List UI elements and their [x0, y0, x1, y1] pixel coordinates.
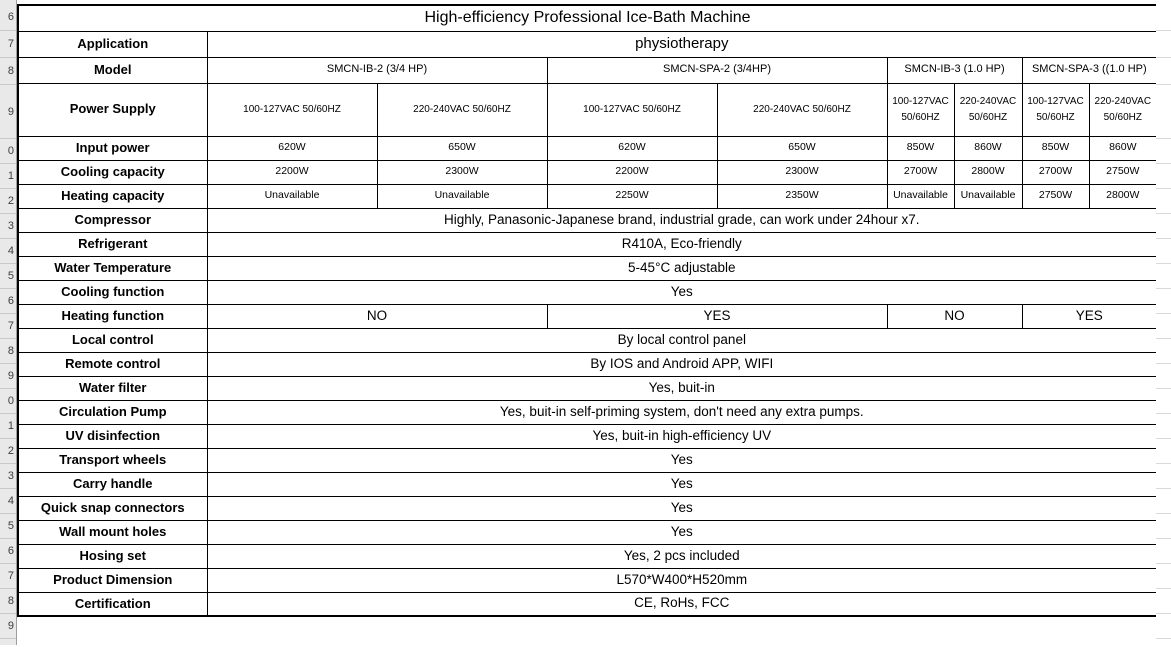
row-number[interactable]: 4: [0, 239, 16, 264]
spec-label[interactable]: Compressor: [18, 208, 207, 232]
row-compressor: [18, 208, 1157, 232]
spec-value[interactable]: SMCN-SPA-3 ((1.0 HP): [1022, 57, 1157, 83]
row-circulation-pump: [18, 400, 1157, 424]
spec-value[interactable]: Unavailable: [954, 184, 1022, 208]
row-number[interactable]: 9: [0, 614, 16, 639]
spec-value[interactable]: 5-45°C adjustable: [207, 256, 1157, 280]
row-number[interactable]: 1: [0, 164, 16, 189]
row-number[interactable]: 0: [0, 139, 16, 164]
row-number[interactable]: 8: [0, 339, 16, 364]
spec-value[interactable]: 2250W: [547, 184, 717, 208]
row-heating-capacity: [18, 184, 1157, 208]
spec-value[interactable]: 850W: [887, 136, 954, 160]
row-number[interactable]: 8: [0, 589, 16, 614]
row-carry-handle: [18, 472, 1157, 496]
spec-value[interactable]: 2300W: [377, 160, 547, 184]
row-remote-control: [18, 352, 1157, 376]
row-number[interactable]: 0: [0, 389, 16, 414]
row-heating-function: [18, 304, 1157, 328]
spec-value[interactable]: L570*W400*H520mm: [207, 568, 1157, 592]
spec-value[interactable]: 2800W: [954, 160, 1022, 184]
spec-value[interactable]: Yes: [207, 280, 1157, 304]
table-area: [17, 0, 1156, 617]
row-number[interactable]: 7: [0, 314, 16, 339]
spec-value[interactable]: 2800W: [1089, 184, 1157, 208]
spec-value[interactable]: Unavailable: [377, 184, 547, 208]
row-number[interactable]: 8: [0, 58, 16, 85]
empty-sheet-strip: [1156, 0, 1171, 645]
spec-value[interactable]: 100-127VAC 50/60HZ: [207, 83, 377, 136]
spec-value[interactable]: physiotherapy: [207, 31, 1157, 57]
row-cooling-capacity: [18, 160, 1157, 184]
spec-label[interactable]: Model: [18, 57, 207, 83]
spec-label[interactable]: Circulation Pump: [18, 400, 207, 424]
row-number[interactable]: 2: [0, 439, 16, 464]
spec-value[interactable]: YES: [1022, 304, 1157, 328]
spec-value[interactable]: 2700W: [887, 160, 954, 184]
spec-label[interactable]: Heating capacity: [18, 184, 207, 208]
spec-label[interactable]: Certification: [18, 592, 207, 616]
spec-value[interactable]: Unavailable: [207, 184, 377, 208]
row-number[interactable]: 2: [0, 189, 16, 214]
row-water-temperature: [18, 256, 1157, 280]
row-number[interactable]: 3: [0, 214, 16, 239]
row-number[interactable]: 7: [0, 31, 16, 58]
row-number[interactable]: 5: [0, 514, 16, 539]
spec-value[interactable]: 100-127VAC 50/60HZ: [887, 83, 954, 136]
spec-value[interactable]: Yes: [207, 448, 1157, 472]
row-certification: [18, 592, 1157, 616]
row-input-power: [18, 136, 1157, 160]
spec-value[interactable]: YES: [547, 304, 887, 328]
row-wall-mount-holes: [18, 520, 1157, 544]
row-number[interactable]: 1: [0, 414, 16, 439]
spec-value[interactable]: NO: [207, 304, 547, 328]
spec-label[interactable]: Water filter: [18, 376, 207, 400]
spec-value[interactable]: 220-240VAC 50/60HZ: [1089, 83, 1157, 136]
row-number[interactable]: 9: [0, 364, 16, 389]
spec-value[interactable]: 2350W: [717, 184, 887, 208]
row-uv-disinfection: [18, 424, 1157, 448]
row-hosing-set: [18, 544, 1157, 568]
row-number[interactable]: 3: [0, 464, 16, 489]
row-transport-wheels: [18, 448, 1157, 472]
row-power-supply: [18, 83, 1157, 136]
spec-label[interactable]: Water Temperature: [18, 256, 207, 280]
spec-value[interactable]: 220-240VAC 50/60HZ: [717, 83, 887, 136]
spec-value[interactable]: By IOS and Android APP, WIFI: [207, 352, 1157, 376]
spec-value[interactable]: Yes: [207, 472, 1157, 496]
spec-value[interactable]: 850W: [1022, 136, 1089, 160]
row-product-dimension: [18, 568, 1157, 592]
spec-value[interactable]: SMCN-IB-2 (3/4 HP): [207, 57, 547, 83]
spec-label[interactable]: Heating function: [18, 304, 207, 328]
spec-value[interactable]: 2700W: [1022, 160, 1089, 184]
spec-value[interactable]: NO: [887, 304, 1022, 328]
gutter-bottom-filler: [0, 639, 16, 647]
spec-value[interactable]: 860W: [1089, 136, 1157, 160]
spec-value[interactable]: 100-127VAC 50/60HZ: [547, 83, 717, 136]
spec-value[interactable]: 2750W: [1022, 184, 1089, 208]
row-number[interactable]: 5: [0, 264, 16, 289]
spec-label[interactable]: Quick snap connectors: [18, 496, 207, 520]
row-number[interactable]: 6: [0, 539, 16, 564]
spec-value[interactable]: SMCN-IB-3 (1.0 HP): [887, 57, 1022, 83]
row-number-gutter: [0, 0, 17, 645]
spec-value[interactable]: 2200W: [547, 160, 717, 184]
spec-value[interactable]: 620W: [207, 136, 377, 160]
spec-label[interactable]: Transport wheels: [18, 448, 207, 472]
spec-value[interactable]: Yes: [207, 520, 1157, 544]
spec-value[interactable]: Yes: [207, 496, 1157, 520]
spec-value[interactable]: SMCN-SPA-2 (3/4HP): [547, 57, 887, 83]
spec-label[interactable]: Cooling capacity: [18, 160, 207, 184]
title-row: [18, 5, 1157, 31]
spec-value[interactable]: 220-240VAC 50/60HZ: [377, 83, 547, 136]
spec-value[interactable]: Highly, Panasonic-Japanese brand, industrial grade, can work under 24hour x7.: [207, 208, 1157, 232]
spec-value[interactable]: CE, RoHs, FCC: [207, 592, 1157, 616]
spec-label[interactable]: Application: [18, 31, 207, 57]
spec-value[interactable]: 2200W: [207, 160, 377, 184]
spec-value[interactable]: Yes, buit-in self-priming system, don't need any extra pumps.: [207, 400, 1157, 424]
spec-label[interactable]: Wall mount holes: [18, 520, 207, 544]
row-number[interactable]: 6: [0, 289, 16, 314]
spec-value[interactable]: Yes, 2 pcs included: [207, 544, 1157, 568]
spec-value[interactable]: 620W: [547, 136, 717, 160]
spec-value[interactable]: 220-240VAC 50/60HZ: [954, 83, 1022, 136]
spec-label[interactable]: Remote control: [18, 352, 207, 376]
row-cooling-function: [18, 280, 1157, 304]
spec-value[interactable]: 2750W: [1089, 160, 1157, 184]
spec-table: [17, 4, 1158, 617]
spec-value[interactable]: 650W: [377, 136, 547, 160]
spec-label[interactable]: Product Dimension: [18, 568, 207, 592]
spec-value[interactable]: 2300W: [717, 160, 887, 184]
row-number[interactable]: 4: [0, 489, 16, 514]
spec-label[interactable]: Refrigerant: [18, 232, 207, 256]
spec-value[interactable]: Yes, buit-in: [207, 376, 1157, 400]
spec-value[interactable]: 860W: [954, 136, 1022, 160]
spec-value[interactable]: Unavailable: [887, 184, 954, 208]
row-number[interactable]: 6: [0, 4, 16, 31]
row-refrigerant: [18, 232, 1157, 256]
spec-value[interactable]: 100-127VAC 50/60HZ: [1022, 83, 1089, 136]
row-application: [18, 31, 1157, 57]
spec-label[interactable]: Input power: [18, 136, 207, 160]
table-title-cell[interactable]: High-efficiency Professional Ice-Bath Machine: [18, 5, 1157, 31]
spec-value[interactable]: 650W: [717, 136, 887, 160]
row-local-control: [18, 328, 1157, 352]
row-number[interactable]: 7: [0, 564, 16, 589]
spec-label[interactable]: UV disinfection: [18, 424, 207, 448]
row-water-filter: [18, 376, 1157, 400]
spec-label[interactable]: Local control: [18, 328, 207, 352]
spec-value[interactable]: Yes, buit-in high-efficiency UV: [207, 424, 1157, 448]
spec-label[interactable]: Carry handle: [18, 472, 207, 496]
spec-value[interactable]: R410A, Eco-friendly: [207, 232, 1157, 256]
spec-label[interactable]: Power Supply: [18, 83, 207, 136]
spec-value[interactable]: By local control panel: [207, 328, 1157, 352]
row-model: [18, 57, 1157, 83]
spec-label[interactable]: Cooling function: [18, 280, 207, 304]
row-quick-snap-connectors: [18, 496, 1157, 520]
spec-label[interactable]: Hosing set: [18, 544, 207, 568]
row-number[interactable]: 9: [0, 85, 16, 139]
